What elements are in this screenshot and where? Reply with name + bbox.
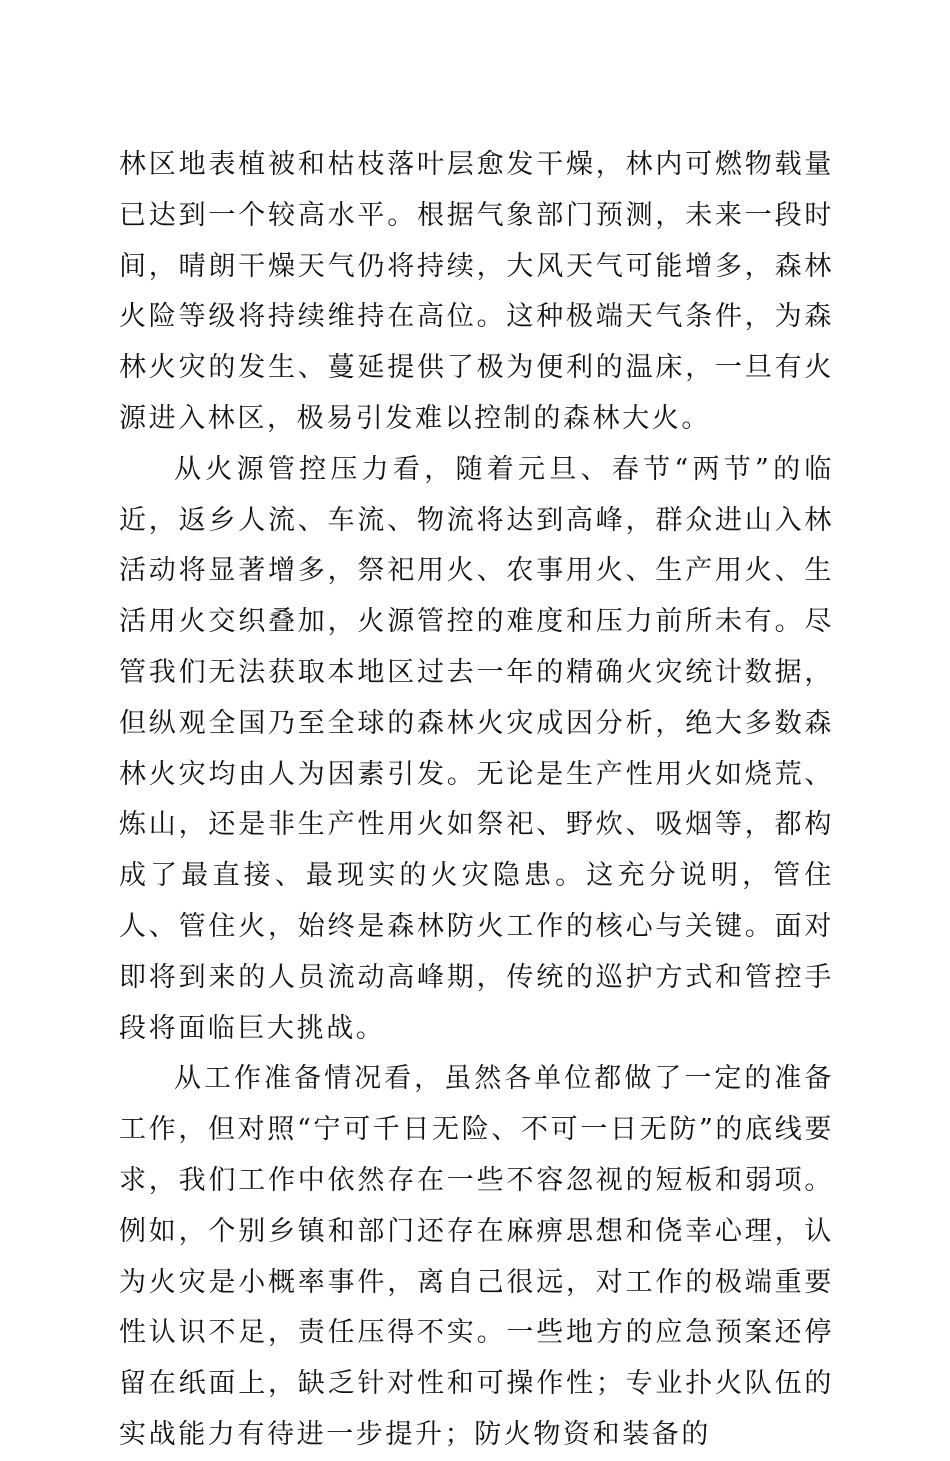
paragraph-work-preparation: 从工作准备情况看，虽然各单位都做了一定的准备工作，但对照“宁可千日无险、不可一日无防”的底线要求，我们工作中依然存在一些不容忽视的短板和弱项。例如，个别乡镇和部门还存在麻痹思想和侥幸心理，认为火灾是小概率事件，离自己很远，对工作的极端重要性认识不足，责任压得不实。一些地方的应急预案还停留在纸面上，缺乏针对性和可操作性；专业扑火队伍的实战能力有待进一步提升；防火物资和装备的 bbox=[119, 1063, 834, 1450]
paragraph-weather-conditions: 林区地表植被和枯枝落叶层愈发干燥，林内可燃物载量已达到一个较高水平。根据气象部门预测，未来一段时间，晴朗干燥天气仍将持续，大风天气可能增多，森林火险等级将持续维持在高位。这种极端天气条件，为森林火灾的发生、蔓延提供了极为便利的温床，一旦有火源进入林区，极易引发难以控制的森林大火。 bbox=[119, 149, 834, 434]
body-text bbox=[119, 140, 834, 1461]
paragraph-fire-source-control: 从火源管控压力看，随着元旦、春节“两节”的临近，返乡人流、车流、物流将达到高峰，群众进山入林活动将显著增多，祭祀用火、农事用火、生产用火、生活用火交织叠加，火源管控的难度和压力前所未有。尽管我们无法获取本地区过去一年的精确火灾统计数据，但纵观全国乃至全球的森林火灾成因分析，绝大多数森林火灾均由人为因素引发。无论是生产性用火如烧荒、炼山，还是非生产性用火如祭祀、野炊、吸烟等，都构成了最直接、最现实的火灾隐患。这充分说明，管住人、管住火，始终是森林防火工作的核心与关键。面对即将到来的人员流动高峰期，传统的巡护方式和管控手段将面临巨大挑战。 bbox=[119, 453, 834, 1044]
